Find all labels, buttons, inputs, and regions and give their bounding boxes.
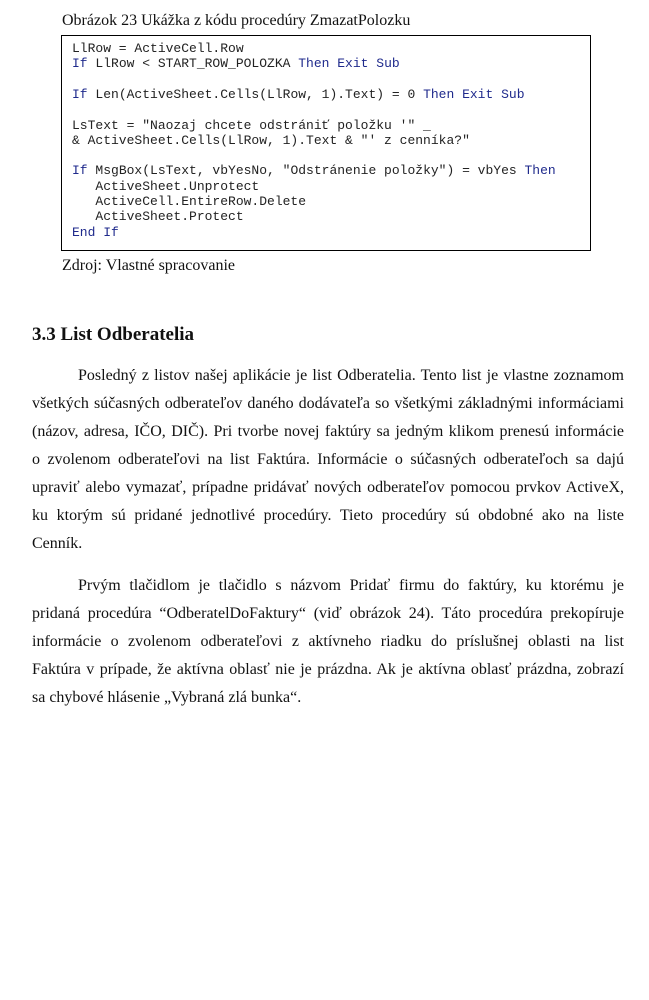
code-line bbox=[72, 194, 306, 210]
code-text: ActiveSheet.Unprotect bbox=[72, 178, 260, 194]
code-keyword: If bbox=[72, 86, 88, 102]
code-line bbox=[72, 133, 470, 149]
paragraph-line: informácie o zvolenom odberateľovi z aktívneho riadku do príslušnej oblasti na list bbox=[32, 633, 624, 650]
paragraph-line: o zvolenom odberateľovi na list Faktúra. Informácie o súčasných odberateľoch sa dajú bbox=[32, 451, 624, 468]
paragraph-line: pridaná procedúra “OdberatelDoFaktury“ (viď obrázok 24). Táto procedúra prekopíruje bbox=[32, 605, 624, 622]
code-text: ActiveSheet.Protect bbox=[72, 209, 244, 225]
code-text: LsText = "Naozaj chcete odstrániť položku '" _ bbox=[72, 117, 431, 133]
code-line bbox=[72, 56, 400, 72]
code-line bbox=[72, 41, 244, 57]
paragraph-line: upraviť alebo vymazať, prípadne pridávať nových odberateľov pomocou prvkov ActiveX, bbox=[32, 479, 624, 496]
code-listing bbox=[61, 35, 591, 251]
code-text: LlRow < START_ROW_POLOZKA bbox=[87, 56, 299, 72]
paragraph-2 bbox=[32, 572, 624, 712]
paragraph-line: Prvým tlačidlom je tlačidlo s názvom Pridať firmu do faktúry, ku ktorému je bbox=[78, 577, 624, 594]
code-keyword: Then bbox=[524, 163, 556, 179]
code-line bbox=[72, 179, 259, 195]
code-text: & ActiveSheet.Cells(LlRow, 1).Text & "' z cenníka?" bbox=[72, 132, 470, 148]
code-line bbox=[72, 209, 244, 225]
code-line bbox=[72, 225, 119, 241]
code-keyword: If bbox=[72, 163, 88, 179]
code-line bbox=[72, 87, 525, 103]
code-line bbox=[72, 118, 431, 134]
code-keyword: End If bbox=[72, 224, 119, 240]
paragraph-line: Cenník. bbox=[32, 535, 83, 552]
figure-caption: Obrázok 23 Ukážka z kódu procedúry ZmazatPolozku bbox=[62, 12, 411, 29]
code-keyword: Then Exit Sub bbox=[423, 86, 525, 102]
paragraph-line: všetkých súčasných odberateľov daného dodávateľa so všetkými základnými informáciami bbox=[32, 395, 624, 412]
code-text: LlRow = ActiveCell.Row bbox=[72, 41, 244, 56]
paragraph-line: Faktúra v prípade, že aktívna oblasť nie je prázdna. Ak je aktívna oblasť prázdna, zobrazí bbox=[32, 661, 624, 678]
code-keyword: If bbox=[72, 56, 88, 72]
figure-source: Zdroj: Vlastné spracovanie bbox=[62, 257, 235, 274]
code-keyword: Then Exit Sub bbox=[298, 56, 400, 72]
paragraph-line: sa chybové hlásenie „Vybraná zlá bunka“. bbox=[32, 689, 302, 706]
paragraph-line: (názov, adresa, IČO, DIČ). Pri tvorbe novej faktúry sa jedným klikom prenesú informácie bbox=[32, 423, 624, 440]
section-heading: 3.3 List Odberatelia bbox=[32, 324, 195, 345]
paragraph-line: ku ktorým sú pridané jednotlivé procedúry. Tieto procedúry sú obdobné ako na liste bbox=[32, 507, 624, 524]
code-text: ActiveCell.EntireRow.Delete bbox=[72, 194, 307, 209]
code-text: MsgBox(LsText, vbYesNo, "Odstránenie položky") = vbYes bbox=[87, 163, 525, 179]
code-line bbox=[72, 163, 556, 179]
paragraph-line: Posledný z listov našej aplikácie je list Odberatelia. Tento list je vlastne zoznamom bbox=[78, 367, 624, 384]
code-text: Len(ActiveSheet.Cells(LlRow, 1).Text) = 0 bbox=[87, 86, 424, 102]
paragraph-1 bbox=[32, 362, 624, 558]
